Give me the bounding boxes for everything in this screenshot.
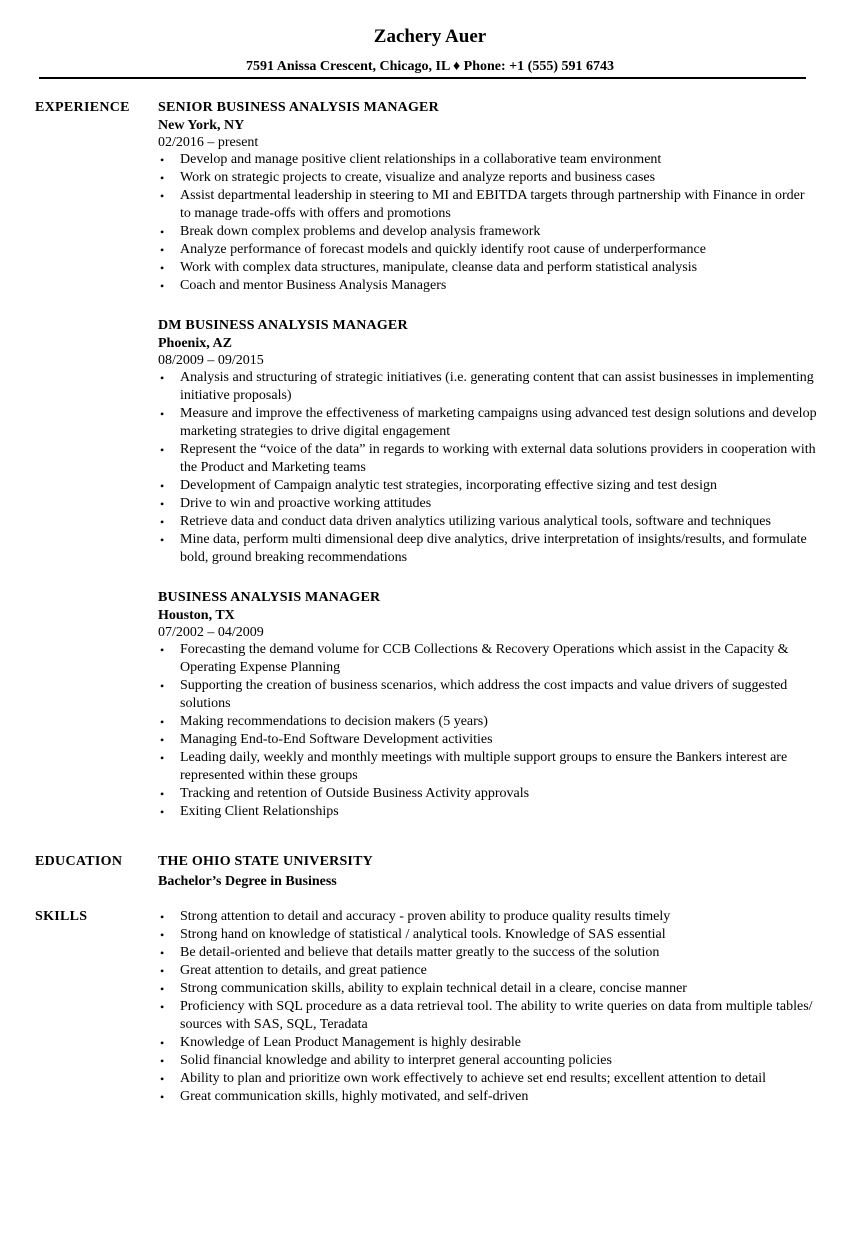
skills-list bbox=[158, 908, 818, 1106]
bullet-item bbox=[158, 713, 818, 731]
job-title: BUSINESS ANALYSIS MANAGER bbox=[158, 590, 381, 605]
bullet-icon: • bbox=[160, 1090, 165, 1104]
bullet-text: Making recommendations to decision makers (5 years) bbox=[180, 714, 488, 729]
bullet-item bbox=[158, 441, 818, 477]
bullet-icon: • bbox=[160, 189, 165, 203]
job-location: Phoenix, AZ bbox=[158, 336, 232, 351]
bullet-icon: • bbox=[160, 171, 165, 185]
bullet-text: Mine data, perform multi dimensional deep dive analytics, drive interpretation of insights/results, and formulate bold, ground breaking recommendations bbox=[180, 532, 807, 565]
bullet-text: Great communication skills, highly motivated, and self-driven bbox=[180, 1089, 529, 1104]
degree-name: Bachelor’s Degree in Business bbox=[158, 874, 337, 889]
bullet-text: Managing End-to-End Software Development activities bbox=[180, 732, 493, 747]
bullet-text: Exiting Client Relationships bbox=[180, 804, 339, 819]
bullet-icon: • bbox=[160, 946, 165, 960]
bullet-text: Be detail-oriented and believe that details matter greatly to the success of the solution bbox=[180, 945, 660, 960]
job-bullets bbox=[158, 151, 818, 295]
bullet-text: Work on strategic projects to create, visualize and analyze reports and business cases bbox=[180, 170, 656, 185]
education-content bbox=[158, 853, 818, 891]
contact-line: 7591 Anissa Crescent, Chicago, IL ♦ Phone: +1 (555) 591 6743 bbox=[246, 59, 614, 74]
bullet-item bbox=[158, 980, 818, 998]
job-title: DM BUSINESS ANALYSIS MANAGER bbox=[158, 318, 408, 333]
bullet-item bbox=[158, 803, 818, 821]
job-location: Houston, TX bbox=[158, 608, 235, 623]
bullet-icon: • bbox=[160, 153, 165, 167]
header-divider bbox=[39, 77, 806, 79]
skills-label: SKILLS bbox=[35, 909, 88, 924]
bullet-text: Analyze performance of forecast models and quickly identify root cause of underperformance bbox=[180, 242, 706, 257]
job-dates: 08/2009 – 09/2015 bbox=[158, 353, 264, 368]
bullet-text: Forecasting the demand volume for CCB Collections & Recovery Operations which assist in the Capacity & Operating Expense Planning bbox=[180, 642, 789, 675]
skills-content bbox=[158, 908, 818, 1106]
bullet-icon: • bbox=[160, 982, 165, 996]
job-bullets bbox=[158, 369, 818, 567]
bullet-item bbox=[158, 151, 818, 169]
bullet-text: Assist departmental leadership in steering to MI and EBITDA targets through partnership with Finance in order to manage trade-offs with offers and promotions bbox=[180, 188, 805, 221]
bullet-icon: • bbox=[160, 964, 165, 978]
bullet-text: Leading daily, weekly and monthly meetings with multiple support groups to ensure the Bankers interest are represented within these groups bbox=[180, 750, 788, 783]
bullet-item bbox=[158, 998, 818, 1034]
bullet-item bbox=[158, 677, 818, 713]
bullet-icon: • bbox=[160, 1000, 165, 1014]
bullet-text: Analysis and structuring of strategic initiatives (i.e. generating content that can assist businesses in implementing initiative proposals) bbox=[180, 370, 814, 403]
bullet-icon: • bbox=[160, 715, 165, 729]
bullet-item bbox=[158, 169, 818, 187]
bullet-text: Coach and mentor Business Analysis Managers bbox=[180, 278, 447, 293]
bullet-item bbox=[158, 369, 818, 405]
bullet-item bbox=[158, 405, 818, 441]
job-location: New York, NY bbox=[158, 118, 245, 133]
bullet-text: Retrieve data and conduct data driven analytics utilizing various analytical tools, software and techniques bbox=[180, 514, 771, 529]
bullet-text: Knowledge of Lean Product Management is highly desirable bbox=[180, 1035, 521, 1050]
bullet-item bbox=[158, 749, 818, 785]
bullet-item bbox=[158, 731, 818, 749]
bullet-item bbox=[158, 926, 818, 944]
bullet-icon: • bbox=[160, 443, 165, 457]
bullet-item bbox=[158, 259, 818, 277]
bullet-icon: • bbox=[160, 533, 165, 547]
job-entry bbox=[158, 589, 818, 821]
bullet-icon: • bbox=[160, 787, 165, 801]
job-bullets bbox=[158, 641, 818, 821]
bullet-text: Development of Campaign analytic test strategies, incorporating effective sizing and test design bbox=[180, 478, 718, 493]
bullet-item bbox=[158, 785, 818, 803]
bullet-icon: • bbox=[160, 279, 165, 293]
bullet-text: Measure and improve the effectiveness of marketing campaigns using advanced test design solutions and develop marketing strategies to drive digital engagement bbox=[180, 406, 817, 439]
bullet-icon: • bbox=[160, 371, 165, 385]
bullet-text: Develop and manage positive client relationships in a collaborative team environment bbox=[180, 152, 662, 167]
bullet-icon: • bbox=[160, 1036, 165, 1050]
bullet-icon: • bbox=[160, 733, 165, 747]
bullet-item bbox=[158, 531, 818, 567]
bullet-item bbox=[158, 495, 818, 513]
bullet-item bbox=[158, 1070, 818, 1088]
bullet-text: Ability to plan and prioritize own work effectively to achieve set end results; excellent attention to detail bbox=[180, 1071, 767, 1086]
job-dates: 02/2016 – present bbox=[158, 135, 259, 150]
bullet-text: Break down complex problems and develop analysis framework bbox=[180, 224, 541, 239]
bullet-icon: • bbox=[160, 751, 165, 765]
school-name: THE OHIO STATE UNIVERSITY bbox=[158, 854, 373, 869]
bullet-text: Represent the “voice of the data” in regards to working with external data solutions providers in cooperation with the Product and Marketing teams bbox=[180, 442, 816, 475]
bullet-text: Proficiency with SQL procedure as a data retrieval tool. The ability to write queries on data from multiple tables/ sources with SAS, SQL, Teradata bbox=[180, 999, 813, 1032]
job-dates: 07/2002 – 04/2009 bbox=[158, 625, 264, 640]
job-entry bbox=[158, 99, 818, 295]
bullet-item bbox=[158, 187, 818, 223]
bullet-text: Tracking and retention of Outside Business Activity approvals bbox=[180, 786, 530, 801]
resume-name: Zachery Auer bbox=[373, 26, 487, 47]
bullet-item bbox=[158, 962, 818, 980]
bullet-icon: • bbox=[160, 243, 165, 257]
bullet-icon: • bbox=[160, 515, 165, 529]
bullet-text: Work with complex data structures, manipulate, cleanse data and perform statistical analysis bbox=[180, 260, 698, 275]
job-entry bbox=[158, 317, 818, 567]
bullet-item bbox=[158, 1052, 818, 1070]
bullet-text: Strong hand on knowledge of statistical / analytical tools. Knowledge of SAS essential bbox=[180, 927, 666, 942]
bullet-icon: • bbox=[160, 407, 165, 421]
bullet-item bbox=[158, 277, 818, 295]
bullet-icon: • bbox=[160, 643, 165, 657]
bullet-item bbox=[158, 1088, 818, 1106]
bullet-text: Drive to win and proactive working attitudes bbox=[180, 496, 432, 511]
bullet-icon: • bbox=[160, 225, 165, 239]
bullet-icon: • bbox=[160, 910, 165, 924]
bullet-icon: • bbox=[160, 1054, 165, 1068]
bullet-item bbox=[158, 223, 818, 241]
education-label: EDUCATION bbox=[35, 854, 123, 869]
bullet-icon: • bbox=[160, 928, 165, 942]
bullet-text: Great attention to details, and great patience bbox=[180, 963, 427, 978]
bullet-item bbox=[158, 513, 818, 531]
bullet-icon: • bbox=[160, 479, 165, 493]
job-title: SENIOR BUSINESS ANALYSIS MANAGER bbox=[158, 100, 439, 115]
bullet-item bbox=[158, 241, 818, 259]
experience-content bbox=[158, 99, 818, 821]
bullet-text: Strong communication skills, ability to explain technical detail in a cleare, concise manner bbox=[180, 981, 687, 996]
bullet-item bbox=[158, 1034, 818, 1052]
bullet-item bbox=[158, 944, 818, 962]
bullet-icon: • bbox=[160, 805, 165, 819]
bullet-icon: • bbox=[160, 497, 165, 511]
bullet-icon: • bbox=[160, 679, 165, 693]
bullet-text: Strong attention to detail and accuracy - proven ability to produce quality results timely bbox=[180, 909, 671, 924]
bullet-icon: • bbox=[160, 261, 165, 275]
bullet-text: Supporting the creation of business scenarios, which address the cost impacts and value drivers of suggested solutions bbox=[180, 678, 788, 711]
bullet-icon: • bbox=[160, 1072, 165, 1086]
bullet-item bbox=[158, 477, 818, 495]
experience-label: EXPERIENCE bbox=[35, 100, 130, 115]
bullet-item bbox=[158, 908, 818, 926]
bullet-text: Solid financial knowledge and ability to interpret general accounting policies bbox=[180, 1053, 612, 1068]
bullet-item bbox=[158, 641, 818, 677]
